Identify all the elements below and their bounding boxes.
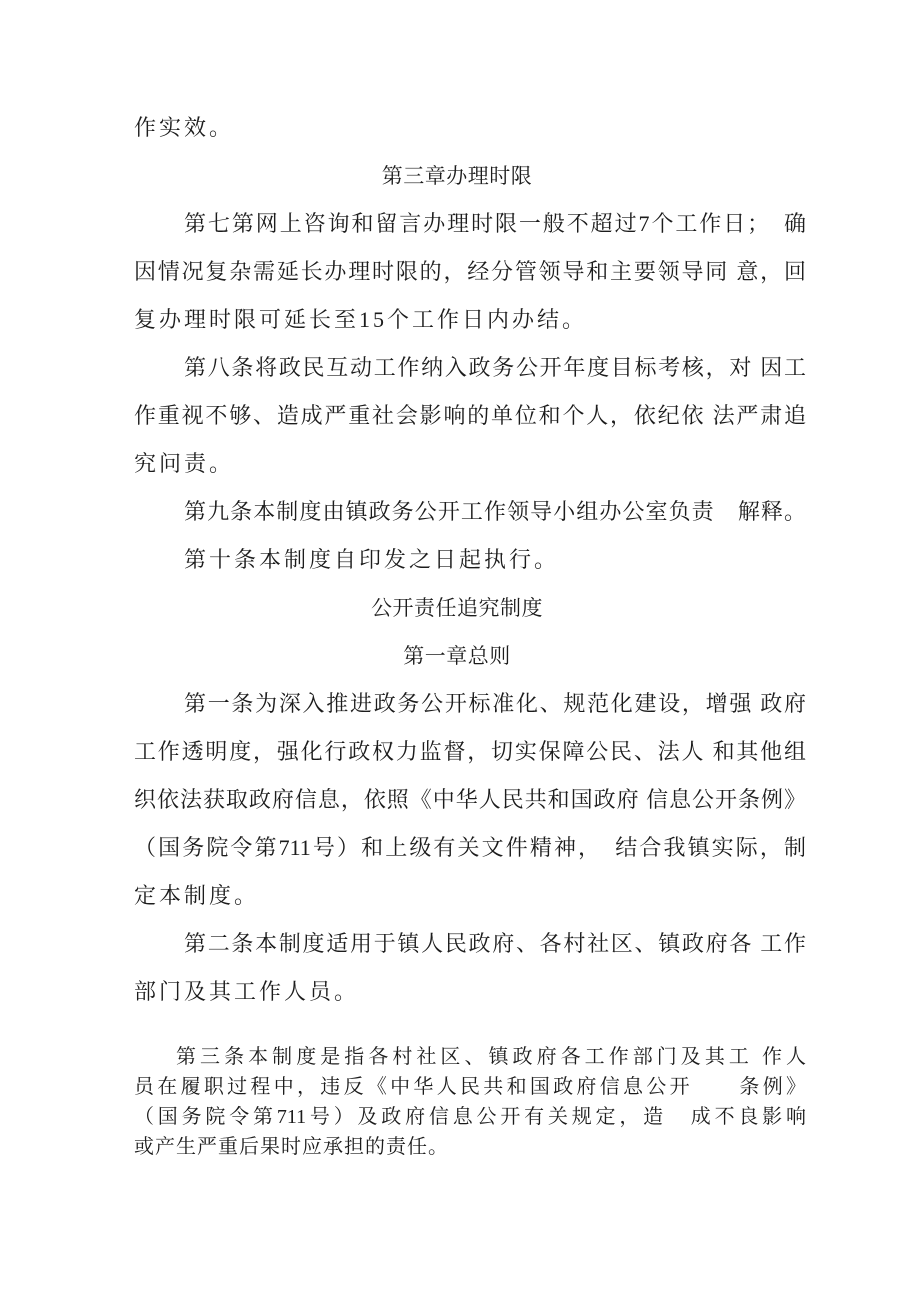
document-title: 公开责任追究制度 [371,596,543,620]
chapter-heading-1: 第一章总则 [403,644,511,668]
doc-line: 作实效。 [134,115,235,140]
doc-line: 工作透明度，强化行政权力监督，切实保障公民、法人 和其他组 [134,739,806,764]
doc-line: 第八条将政民互动工作纳入政务公开年度目标考核，对 因工 [184,355,806,380]
doc-line: 第十条本制度自印发之日起执行。 [184,547,560,572]
doc-line: 织依法获取政府信息，依照《中华人民共和国政府 信息公开条例》 [134,787,806,812]
doc-line: 第三条本制度是指各村社区、镇政府各工作部门及其工 作人 [176,1046,806,1068]
doc-line: 部门及其工作人员。 [134,979,360,1004]
doc-line: 或产生严重后果时应承担的责任。 [134,1136,449,1158]
doc-line: （国务院令第711号）及政府信息公开有关规定，造 成不良影响 [134,1106,806,1128]
document-text-block [134,104,806,1162]
doc-line: （国务院令第711号）和上级有关文件精神， 结合我镇实际，制 [134,835,806,860]
doc-line: 第九条本制度由镇政务公开工作领导小组办公室负责 解释。 [184,499,806,524]
doc-line: 因情况复杂需延长办理时限的，经分管领导和主要领导同 意，回 [134,259,806,284]
doc-line: 第一条为深入推进政务公开标准化、规范化建设，增强 政府 [184,691,806,716]
doc-line: 作重视不够、造成严重社会影响的单位和个人，依纪依 法严肃追 [134,403,806,428]
doc-line: 第二条本制度适用于镇人民政府、各村社区、镇政府各 工作 [184,931,806,956]
chapter-heading-3: 第三章办理时限 [381,164,533,188]
doc-line: 员在履职过程中，违反《中华人民共和国政府信息公开 条例》 [134,1076,806,1098]
doc-line: 究问责。 [134,451,235,476]
closing-paragraph [134,1042,806,1162]
doc-line: 定本制度。 [134,883,260,908]
doc-line: 复办理时限可延长至15个工作日内办结。 [134,307,588,332]
doc-line: 第七第网上咨询和留言办理时限一般不超过7个工作日； 确 [184,211,806,236]
